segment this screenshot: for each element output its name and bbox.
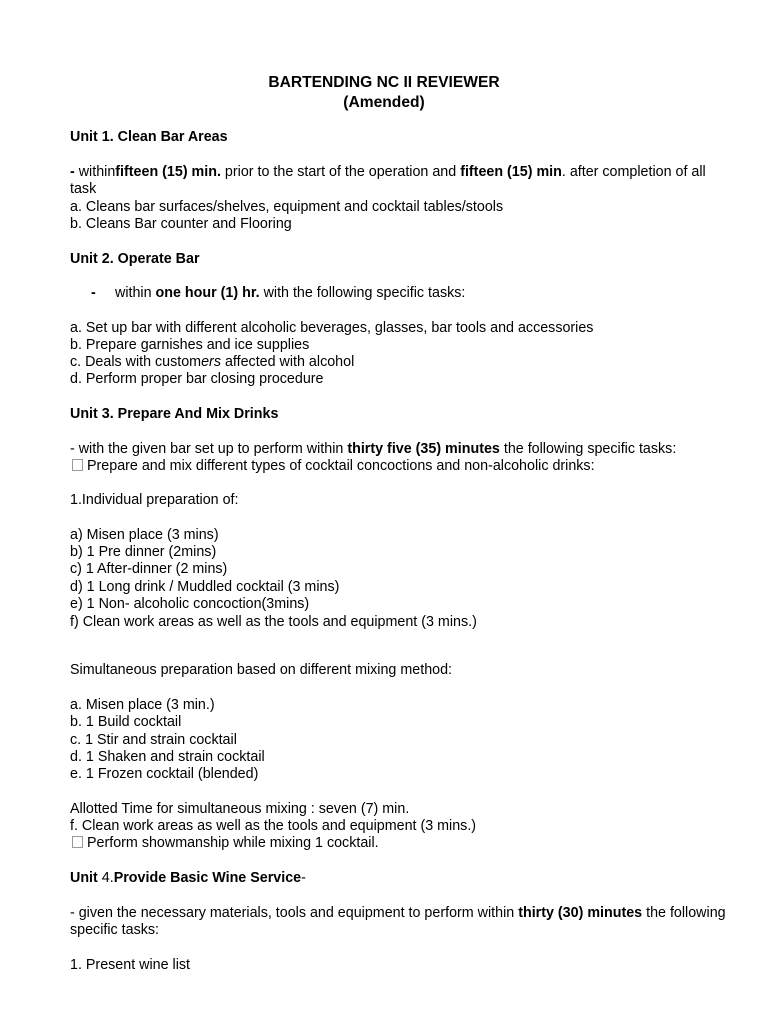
unit3-bullet-2	[70, 835, 730, 852]
unit1-intro	[70, 164, 730, 199]
unit3-individual-item: e) 1 Non- alcoholic concoction(3mins)	[70, 596, 310, 612]
unit4-item: 1. Present wine list	[70, 957, 190, 973]
unit3-bullet-2-text: Perform showmanship while mixing 1 cocktail.	[87, 835, 379, 851]
missing-glyph-box-icon	[72, 459, 83, 471]
title-line-1: BARTENDING NC II REVIEWER	[268, 74, 500, 91]
unit2-item-c	[70, 354, 730, 371]
missing-glyph-box-icon	[72, 836, 83, 848]
unit3-simultaneous-heading: Simultaneous preparation based on different mixing method:	[70, 662, 453, 678]
unit1-intro-text-2: prior to the start of the operation and	[220, 164, 461, 180]
title-line-2: (Amended)	[343, 94, 425, 111]
unit3-intro-bold-1: thirty five (35) minutes	[347, 441, 500, 457]
unit3-bullet-1-text: Prepare and mix different types of cocktail concoctions and non-alcoholic drinks:	[87, 458, 595, 474]
unit4-intro-bold-1: thirty (30) minutes	[518, 905, 643, 921]
unit3-simultaneous-item: d. 1 Shaken and strain cocktail	[70, 749, 265, 765]
unit4-heading-text-2: -	[301, 870, 306, 886]
unit4-heading	[70, 870, 730, 887]
unit1-intro-bold-2: fifteen (15) min	[460, 164, 562, 180]
unit3-heading: Unit 3. Prepare And Mix Drinks	[70, 406, 279, 422]
unit2-item-b: b. Prepare garnishes and ice supplies	[70, 337, 310, 353]
unit3-intro-text-1: - with the given bar set up to perform within	[70, 441, 348, 457]
unit3-simultaneous-item: a. Misen place (3 min.)	[70, 697, 215, 713]
unit3-simultaneous-item: b. 1 Build cocktail	[70, 714, 182, 730]
unit2-intro-text-2: with the following specific tasks:	[259, 285, 466, 301]
unit2-intro	[91, 285, 465, 302]
unit2-intro-dash: -	[91, 285, 96, 301]
unit1-intro-text-1: within	[78, 164, 116, 180]
unit2-intro-bold-1: one hour (1) hr.	[155, 285, 260, 301]
unit3-individual-item: b) 1 Pre dinner (2mins)	[70, 544, 217, 560]
unit3-allotted-time: Allotted Time for simultaneous mixing : seven (7) min.	[70, 801, 410, 817]
unit4-intro-text-1: - given the necessary materials, tools and equipment to perform within	[70, 905, 519, 921]
unit4-intro	[70, 905, 730, 940]
unit3-individual-heading: 1.Individual preparation of:	[70, 492, 239, 508]
unit1-heading: Unit 1. Clean Bar Areas	[70, 129, 228, 145]
unit4-heading-bold-1: Unit	[70, 870, 98, 886]
unit3-individual-item: f) Clean work areas as well as the tools and equipment (3 mins.)	[70, 614, 477, 630]
unit2-intro-text-1: within	[115, 285, 156, 301]
unit2-item-c-italic: ers	[201, 354, 221, 370]
unit1-intro-bold-1: fifteen (15) min.	[115, 164, 221, 180]
unit3-bullet-1	[70, 458, 730, 475]
unit2-item-d: d. Perform proper bar closing procedure	[70, 371, 324, 387]
unit4-intro-text-2: the following specific tasks:	[70, 905, 726, 939]
unit3-item-f: f. Clean work areas as well as the tools and equipment (3 mins.)	[70, 818, 477, 834]
unit3-intro-text-2: the following specific tasks:	[499, 441, 677, 457]
unit3-intro	[70, 441, 730, 458]
unit3-individual-item: d) 1 Long drink / Muddled cocktail (3 mins)	[70, 579, 340, 595]
unit1-intro-dash: -	[70, 164, 79, 180]
unit3-simultaneous-item: c. 1 Stir and strain cocktail	[70, 732, 237, 748]
unit4-heading-text-1: 4.	[97, 870, 114, 886]
unit2-item-a: a. Set up bar with different alcoholic beverages, glasses, bar tools and accessories	[70, 320, 594, 336]
page-title	[0, 73, 768, 113]
unit2-heading: Unit 2. Operate Bar	[70, 251, 200, 267]
unit1-intro-text-3: . after completion of all task	[70, 164, 706, 198]
unit2-item-c-text-1: c. Deals with custom	[70, 354, 202, 370]
unit3-individual-item: a) Misen place (3 mins)	[70, 527, 219, 543]
unit1-item-b: b. Cleans Bar counter and Flooring	[70, 216, 292, 232]
unit1-item-a: a. Cleans bar surfaces/shelves, equipment and cocktail tables/stools	[70, 199, 504, 215]
unit3-simultaneous-item: e. 1 Frozen cocktail (blended)	[70, 766, 259, 782]
unit4-heading-bold-2: Provide Basic Wine Service	[113, 870, 302, 886]
unit3-individual-item: c) 1 After-dinner (2 mins)	[70, 561, 228, 577]
unit2-item-c-text-2: affected with alcohol	[220, 354, 355, 370]
